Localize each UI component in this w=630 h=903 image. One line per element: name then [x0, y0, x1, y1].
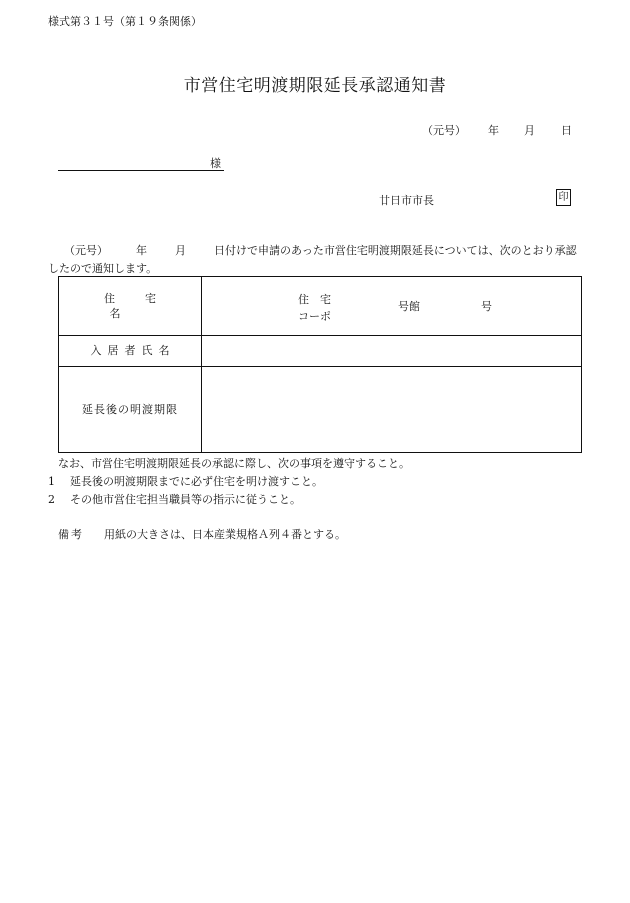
date-year: 年 [488, 124, 499, 137]
note-1-text: 延長後の明渡期限までに必ず住宅を明け渡すこと。 [70, 475, 323, 488]
house-type-jutaku: 住 宅 [298, 293, 331, 306]
note-item-1 [48, 474, 323, 489]
note-item-2 [48, 492, 301, 507]
house-type-options [298, 291, 331, 325]
note-2-number: 2 [48, 493, 55, 506]
sender-name: 廿日市市長 [379, 194, 434, 207]
remark-text: 用紙の大きさは、日本産業規格Ａ列４番とする。 [104, 528, 346, 541]
room-number-label: 号 [481, 300, 492, 313]
form-number: 様式第３１号（第１９条関係） [48, 15, 202, 28]
deadline-label-cell [59, 367, 202, 453]
deadline-value [202, 367, 582, 453]
addressee-suffix: 様 [210, 157, 221, 170]
addressee-name-line [58, 170, 224, 171]
resident-value [202, 336, 582, 367]
document-title: 市営住宅明渡期限延長承認通知書 [183, 76, 447, 96]
body-era: （元号） [64, 244, 108, 257]
deadline-label: 延長後の明渡期限 [82, 402, 178, 416]
body-text: 日付けで申請のあった市営住宅明渡期限延長については、次のとおり承認したので通知します。 [48, 244, 577, 275]
house-type-copo: コーポ [298, 310, 331, 323]
note-1-number: 1 [48, 475, 55, 488]
remark [58, 527, 346, 542]
body-month: 月 [175, 244, 186, 257]
application-table [58, 276, 582, 453]
resident-row [59, 336, 582, 367]
date-era: （元号） [422, 124, 466, 137]
resident-label-cell [59, 336, 202, 367]
deadline-row [59, 367, 582, 453]
house-label-cell [59, 277, 202, 336]
date-month: 月 [524, 124, 535, 137]
building-number-label: 号館 [398, 300, 420, 313]
remark-label: 備考 [58, 528, 84, 541]
seal-mark: 印 [556, 189, 571, 206]
notice-body [48, 242, 586, 278]
date-day: 日 [561, 124, 572, 137]
house-value-cell [202, 277, 582, 336]
house-row [59, 277, 582, 336]
body-year: 年 [136, 244, 147, 257]
house-label: 住宅名 [104, 291, 186, 320]
notes-intro: なお、市営住宅明渡期限延長の承認に際し、次の事項を遵守すること。 [58, 457, 410, 470]
resident-label: 入居者氏名 [90, 344, 176, 358]
note-2-text: その他市営住宅担当職員等の指示に従うこと。 [70, 493, 301, 506]
